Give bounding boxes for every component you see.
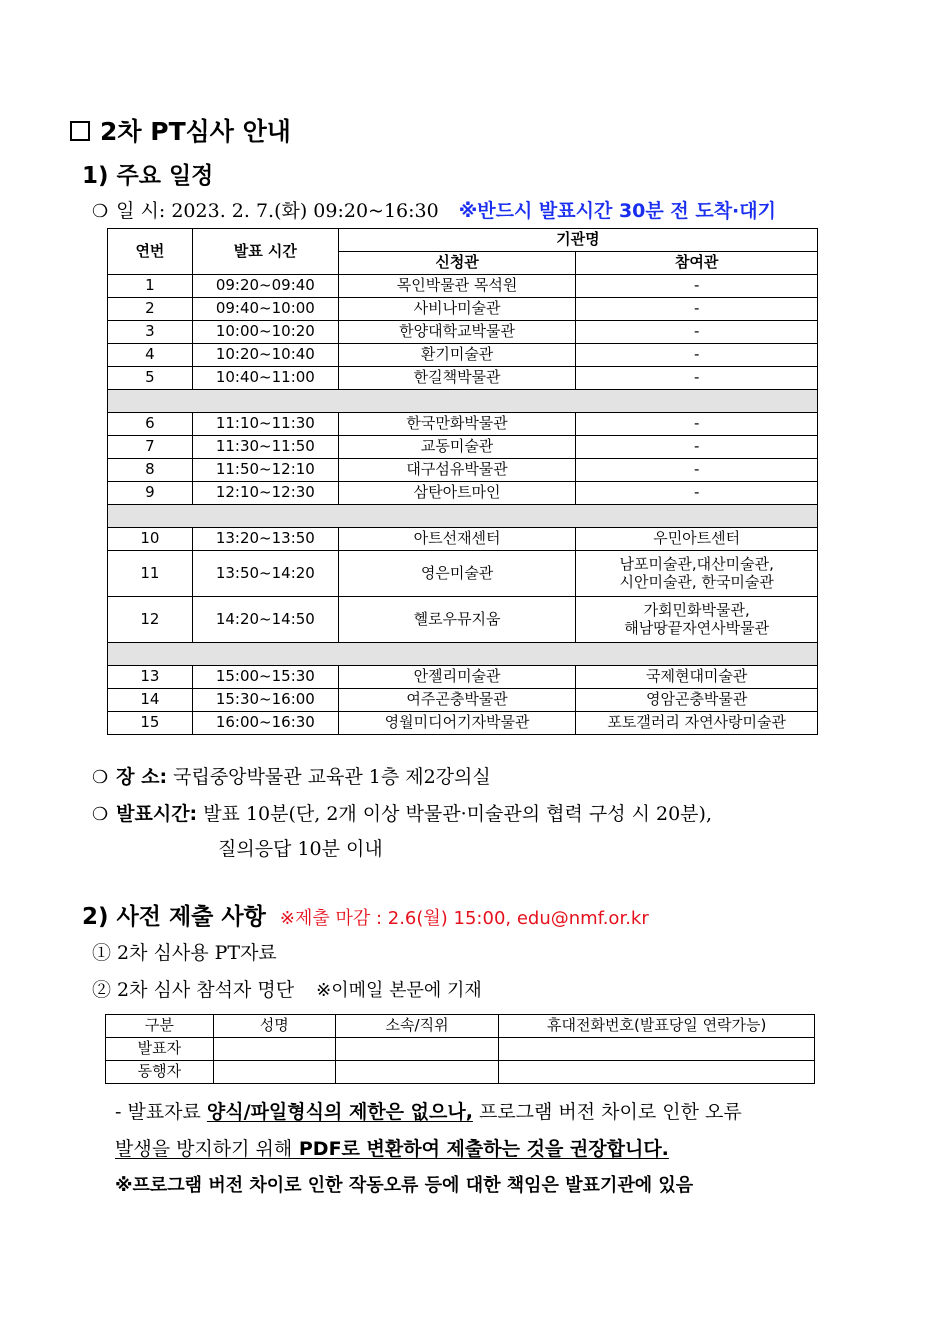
table-row (108, 528, 818, 551)
cell-partner: 우민아트센터 (576, 528, 818, 551)
attendee-table (105, 1014, 815, 1084)
break-cell (108, 505, 818, 528)
schedule-table (107, 228, 818, 735)
place-value: 국립중앙박물관 교육관 1층 제2강의실 (173, 766, 491, 788)
cell-no: 10 (108, 528, 193, 551)
cell-no: 5 (108, 367, 193, 390)
place-line (92, 762, 491, 789)
table-row (108, 689, 818, 712)
table-row (108, 344, 818, 367)
cell-time: 16:00~16:30 (192, 712, 338, 735)
schedule-heading: 1) 주요 일정 (82, 163, 214, 189)
cell-no: 9 (108, 482, 193, 505)
attendee-empty-cell[interactable] (499, 1061, 815, 1084)
para-part-1: - 발표자료 (115, 1101, 207, 1123)
cell-partner: - (576, 436, 818, 459)
table-row (108, 367, 818, 390)
break-row (108, 505, 818, 528)
cell-partner: - (576, 367, 818, 390)
cell-applicant: 사비나미술관 (338, 298, 576, 321)
submission-item-1: ① 2차 심사용 PT자료 (92, 942, 277, 964)
cell-partner-line-1: 남포미술관,대산미술관, (619, 555, 774, 574)
cell-applicant: 안젤리미술관 (338, 666, 576, 689)
place-label: 장 소: (116, 766, 168, 788)
header-applicant: 신청관 (338, 252, 576, 275)
attendee-header: 소속/직위 (335, 1015, 499, 1038)
cell-no: 15 (108, 712, 193, 735)
cell-time: 11:10~11:30 (192, 413, 338, 436)
cell-time: 15:00~15:30 (192, 666, 338, 689)
header-partner: 참여관 (576, 252, 818, 275)
attendee-empty-cell[interactable] (213, 1038, 335, 1061)
table-row (108, 597, 818, 643)
submission-heading: 2) 사전 제출 사항 (82, 904, 266, 930)
cell-applicant: 삼탄아트마인 (338, 482, 576, 505)
cell-applicant: 한국만화박물관 (338, 413, 576, 436)
cell-no: 2 (108, 298, 193, 321)
section-title-text: 2차 PT심사 안내 (100, 117, 291, 146)
circle-bullet-icon: ❍ (92, 201, 109, 222)
cell-applicant: 한길책박물관 (338, 367, 576, 390)
cell-partner: - (576, 298, 818, 321)
cell-partner: 포토갤러리 자연사랑미술관 (576, 712, 818, 735)
submission-item-2: ② 2차 심사 참석자 명단 (92, 979, 295, 1001)
cell-partner-line-2: 해남땅끝자연사박물관 (624, 618, 770, 637)
section-title (70, 112, 291, 148)
cell-partner-line-1: 가회민화박물관, (643, 601, 750, 620)
attendee-role: 동행자 (106, 1061, 214, 1084)
cell-time: 11:30~11:50 (192, 436, 338, 459)
attendee-empty-cell[interactable] (499, 1038, 815, 1061)
para-part-2: 양식/파일형식의 제한은 없으나, (206, 1101, 473, 1123)
format-paragraph-line-2 (115, 1134, 669, 1161)
cell-no: 8 (108, 459, 193, 482)
table-row (108, 413, 818, 436)
cell-applicant: 목인박물관 목석원 (338, 275, 576, 298)
cell-applicant: 영은미술관 (338, 551, 576, 597)
header-institution: 기관명 (338, 229, 817, 252)
break-row (108, 390, 818, 413)
cell-partner: - (576, 344, 818, 367)
table-row (108, 712, 818, 735)
cell-partner: 국제현대미술관 (576, 666, 818, 689)
cell-no: 3 (108, 321, 193, 344)
cell-applicant: 환기미술관 (338, 344, 576, 367)
cell-no: 6 (108, 413, 193, 436)
table-row (108, 436, 818, 459)
attendee-empty-cell[interactable] (213, 1061, 335, 1084)
ptime-value-2: 질의응답 10분 이내 (218, 838, 383, 860)
cell-no: 13 (108, 666, 193, 689)
cell-applicant: 여주곤충박물관 (338, 689, 576, 712)
attendee-header: 휴대전화번호(발표당일 연락가능) (499, 1015, 815, 1038)
date-note: ※반드시 발표시간 30분 전 도착·대기 (458, 200, 776, 222)
cell-applicant: 교동미술관 (338, 436, 576, 459)
attendee-header: 성명 (213, 1015, 335, 1038)
cell-time: 09:20~09:40 (192, 275, 338, 298)
cell-applicant: 한양대학교박물관 (338, 321, 576, 344)
table-row (108, 298, 818, 321)
attendee-row (106, 1061, 815, 1084)
break-cell (108, 643, 818, 666)
cell-partner: - (576, 459, 818, 482)
para-part-4: 발생을 방지하기 위해 (115, 1138, 293, 1160)
date-label: 일 시: (116, 200, 166, 222)
cell-partner: - (576, 275, 818, 298)
cell-time: 10:20~10:40 (192, 344, 338, 367)
cell-partner: - (576, 482, 818, 505)
table-row (108, 321, 818, 344)
ptime-value: 발표 10분(단, 2개 이상 박물관·미술관의 협력 구성 시 20분), (203, 803, 712, 825)
attendee-role: 발표자 (106, 1038, 214, 1061)
cell-no: 7 (108, 436, 193, 459)
responsibility-warning: ※프로그램 버전 차이로 인한 작동오류 등에 대한 책임은 발표기관에 있음 (115, 1175, 694, 1196)
cell-applicant: 영월미디어기자박물관 (338, 712, 576, 735)
cell-no: 4 (108, 344, 193, 367)
cell-time: 12:10~12:30 (192, 482, 338, 505)
submission-item-2-note: ※이메일 본문에 기재 (316, 980, 482, 1001)
ptime-line (92, 799, 712, 826)
cell-partner (576, 597, 818, 643)
cell-time: 14:20~14:50 (192, 597, 338, 643)
cell-applicant: 대구섬유박물관 (338, 459, 576, 482)
circle-bullet-icon: ❍ (92, 767, 109, 788)
attendee-empty-cell[interactable] (335, 1038, 499, 1061)
cell-no: 1 (108, 275, 193, 298)
cell-no: 12 (108, 597, 193, 643)
table-row (108, 275, 818, 298)
cell-time: 15:30~16:00 (192, 689, 338, 712)
header-no: 연번 (108, 229, 193, 275)
submission-heading-line (82, 898, 649, 931)
cell-partner (576, 551, 818, 597)
cell-time: 10:00~10:20 (192, 321, 338, 344)
cell-applicant: 헬로우뮤지움 (338, 597, 576, 643)
break-row (108, 643, 818, 666)
table-row (108, 482, 818, 505)
attendee-empty-cell[interactable] (335, 1061, 499, 1084)
ptime-label: 발표시간: (116, 803, 198, 825)
table-row (108, 459, 818, 482)
circle-bullet-icon: ❍ (92, 804, 109, 825)
cell-partner: - (576, 413, 818, 436)
cell-time: 13:20~13:50 (192, 528, 338, 551)
cell-partner: 영암곤충박물관 (576, 689, 818, 712)
cell-partner-line-2: 시안미술관, 한국미술관 (619, 572, 774, 591)
cell-partner: - (576, 321, 818, 344)
header-time: 발표 시간 (192, 229, 338, 275)
date-value: 2023. 2. 7.(화) 09:20~16:30 (171, 200, 439, 222)
cell-time: 13:50~14:20 (192, 551, 338, 597)
submission-item-2-line (92, 975, 482, 1002)
cell-time: 09:40~10:00 (192, 298, 338, 321)
deadline-note: ※제출 마감 : 2.6(월) 15:00, edu@nmf.or.kr (279, 908, 649, 929)
cell-no: 14 (108, 689, 193, 712)
cell-no: 11 (108, 551, 193, 597)
table-row (108, 551, 818, 597)
attendee-header: 구분 (106, 1015, 214, 1038)
attendee-row (106, 1038, 815, 1061)
para-part-3: 프로그램 버전 차이로 인한 오류 (472, 1101, 742, 1123)
cell-time: 11:50~12:10 (192, 459, 338, 482)
format-paragraph-line-1 (115, 1097, 742, 1124)
date-line (92, 196, 776, 223)
cell-time: 10:40~11:00 (192, 367, 338, 390)
checkbox-square-icon (70, 121, 90, 141)
break-cell (108, 390, 818, 413)
table-row (108, 666, 818, 689)
cell-applicant: 아트선재센터 (338, 528, 576, 551)
para-part-5: PDF로 변환하여 제출하는 것을 권장합니다. (292, 1138, 669, 1160)
